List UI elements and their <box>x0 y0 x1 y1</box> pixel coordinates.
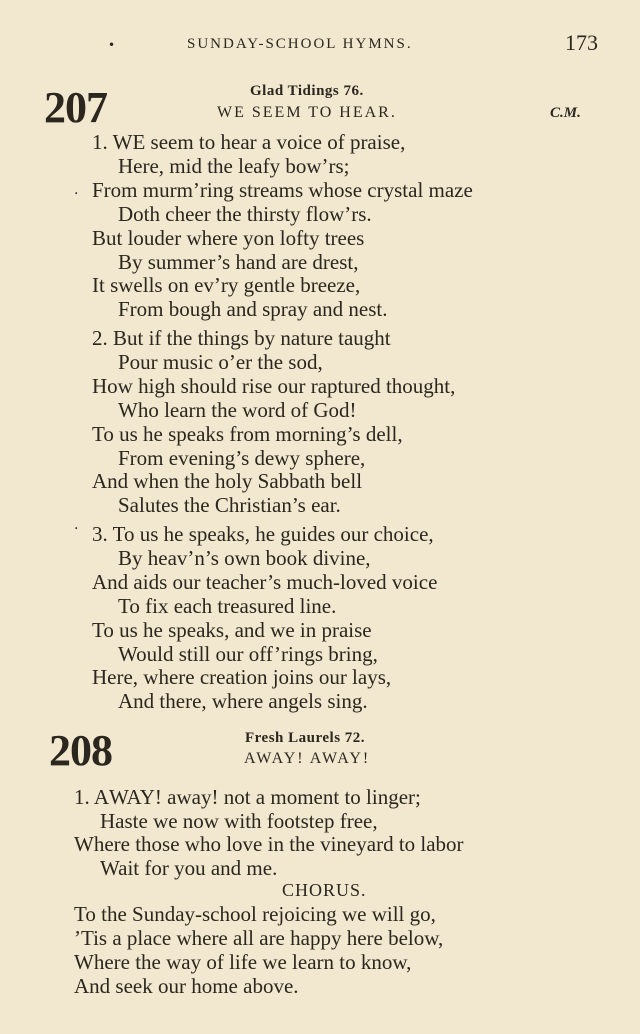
chorus-initial: C <box>282 880 296 900</box>
chorus-line: And seek our home above. <box>74 974 299 998</box>
chorus-line: ’Tis a place where all are happy here below, <box>74 926 444 950</box>
hymn-number: 207 <box>44 83 107 132</box>
verse-line: Would still our off’rings bring, <box>118 642 378 666</box>
small-caps-text: HORUS <box>295 880 362 900</box>
hymn-title: AWAY! AWAY! <box>244 750 371 767</box>
verse-line: It swells on ev’ry gentle breeze, <box>92 273 361 297</box>
verse-number-initial: 1. A <box>74 785 110 809</box>
small-caps-text: WAY <box>109 785 155 809</box>
verse-line: 2. But if the things by nature taught <box>92 326 391 350</box>
page-number: 173 <box>565 30 598 55</box>
verse-line <box>74 785 421 809</box>
running-head <box>0 30 640 58</box>
hymn-meter: C.M. <box>550 105 581 121</box>
verse-line: 3. To us he speaks, he guides our choice, <box>92 522 434 546</box>
margin-mark: · <box>74 521 79 537</box>
verse-line: And there, where angels sing. <box>118 689 368 713</box>
verse-line: From evening’s dewy sphere, <box>118 446 366 470</box>
verse-line: From murm’ring streams whose crystal maze <box>92 178 473 202</box>
verse-line: Doth cheer the thirsty flow’rs. <box>118 202 372 226</box>
verse-line: To fix each treasured line. <box>118 594 337 618</box>
tune-name: Glad Tidings 76. <box>250 83 364 99</box>
margin-mark: . <box>74 182 79 198</box>
verse-line: Here, where creation joins our lays, <box>92 665 392 689</box>
verse-line: By heav’n’s own book divine, <box>118 546 371 570</box>
verse-line: And when the holy Sabbath bell <box>92 469 363 493</box>
verse-line: How high should rise our raptured thought, <box>92 374 456 398</box>
small-caps-text: E <box>132 130 146 154</box>
verse-line: By summer’s hand are drest, <box>118 250 359 274</box>
verse-line: To us he speaks, and we in praise <box>92 618 372 642</box>
verse-line: To us he speaks from morning’s dell, <box>92 422 403 446</box>
verse-line: Haste we now with footstep free, <box>100 809 378 833</box>
verse-line: Who learn the word of God! <box>118 398 357 422</box>
chorus-period: . <box>361 880 367 900</box>
chorus-line: To the Sunday-school rejoicing we will go, <box>74 902 436 926</box>
chorus-line: Where the way of life we learn to know, <box>74 950 412 974</box>
verse-line: From bough and spray and nest. <box>118 297 388 321</box>
verse-line: Wait for you and me. <box>100 856 278 880</box>
chorus-label <box>282 880 367 901</box>
verse-line: Salutes the Christian’s ear. <box>118 493 341 517</box>
hymn-number: 208 <box>49 726 112 775</box>
verse-line: And aids our teacher’s much-loved voice <box>92 570 438 594</box>
verse-line: Where those who love in the vineyard to labor <box>74 832 464 856</box>
verse-line <box>92 130 405 154</box>
verse-line: But louder where yon lofty trees <box>92 226 365 250</box>
line-text: seem to hear a voice of praise, <box>145 130 406 154</box>
line-text: ! away! not a moment to linger; <box>154 785 421 809</box>
ornament-dot: • <box>108 38 116 52</box>
verse-number-initial: 1. W <box>92 130 133 154</box>
running-title: SUNDAY-SCHOOL HYMNS. <box>187 36 413 52</box>
hymn-title: WE SEEM TO HEAR. <box>217 104 397 121</box>
verse-line: Here, mid the leafy bow’rs; <box>118 154 350 178</box>
tune-name: Fresh Laurels 72. <box>245 730 366 746</box>
verse-line: Pour music o’er the sod, <box>118 350 323 374</box>
